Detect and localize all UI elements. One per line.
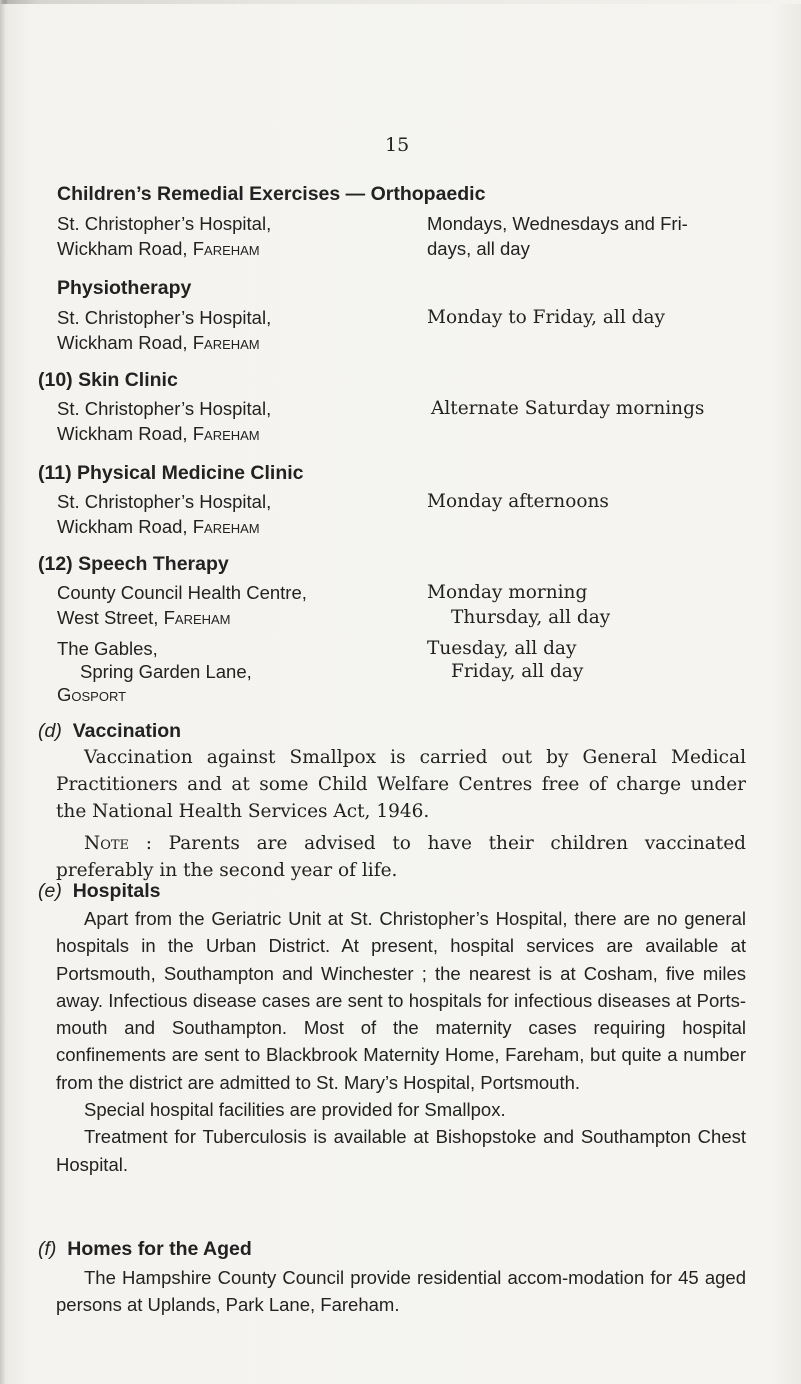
physical-venue-line1: St. Christopher’s Hospital, (57, 491, 272, 512)
aged-heading (38, 1238, 252, 1261)
speech-venue1-line1: County Council Health Centre, (57, 582, 307, 603)
remedial-times-line2: days, all day (427, 238, 530, 259)
speech-times2-line2: Friday, all day (451, 661, 584, 682)
physical-venue-line2 (57, 516, 260, 538)
remedial-heading: Children’s Remedial Exercises — Orthopaedic (57, 183, 486, 205)
hospitals-title: Hospitals (72, 880, 161, 902)
speech-venue2-line2: Spring Garden Lane, (80, 661, 252, 682)
skin-venue-town: Fareham (192, 423, 260, 444)
physio-venue-road: Wickham Road, (57, 332, 188, 353)
scan-edge-shadow (0, 0, 801, 4)
aged-para1: The Hampshire County Council provide residential accom-modation for 45 aged persons at Uplands, Park Lane, Fareham. (56, 1267, 746, 1315)
physio-times: Monday to Friday, all day (427, 307, 665, 328)
skin-heading: (10) Skin Clinic (38, 369, 178, 391)
aged-body (56, 1264, 746, 1318)
page-number: 15 (385, 134, 410, 156)
physical-heading: (11) Physical Medicine Clinic (38, 462, 304, 484)
speech-times2-line1: Tuesday, all day (427, 638, 577, 659)
hospitals-para1: Apart from the Geriatric Unit at St. Christopher’s Hospital, there are no general hospitals in the Urban District. At present, hospital services are available at Portsmouth, Southampton and Winchester ; the nearest is at Cosham, five miles away. Infectious disease cases are sent to hospitals for infectious diseases at Ports-mouth and Southampton. Most of the maternity cases requiring hospital confinements are sent to Blackbrook Maternity Home, Fareham, but quite a number from the district are admitted to St. Mary’s Hospital, Portsmouth. (56, 908, 746, 1093)
remedial-venue-line1: St. Christopher’s Hospital, (57, 213, 272, 234)
note-text: Parents are advised to have their children vaccinated preferably in the second year of life. (56, 833, 747, 881)
hospitals-para3: Treatment for Tuberculosis is available at Bishopstoke and Southampton Chest Hospital. (56, 1126, 746, 1175)
speech-venue1-town: Fareham (163, 607, 231, 628)
note-label: Note : (84, 833, 152, 854)
vaccination-title: Vaccination (72, 720, 182, 742)
speech-heading: (12) Speech Therapy (38, 553, 229, 575)
vaccination-heading (38, 720, 181, 743)
vaccination-note (56, 830, 746, 884)
speech-times1-line2: Thursday, all day (451, 607, 611, 628)
skin-times: Alternate Saturday mornings (431, 398, 705, 419)
remedial-venue-road: Wickham Road, (57, 238, 188, 259)
remedial-venue-line2 (57, 238, 260, 260)
speech-venue1-line2 (57, 607, 231, 629)
speech-venue2-line3: Gosport (57, 684, 127, 705)
hospitals-body (56, 905, 746, 1178)
physio-venue-line2 (57, 332, 260, 354)
speech-venue2-line1: The Gables, (57, 638, 158, 659)
physio-venue-line1: St. Christopher’s Hospital, (57, 307, 272, 328)
aged-title: Homes for the Aged (67, 1238, 252, 1260)
vaccination-para1: Vaccination against Smallpox is carried out by General Medical Practitioners and at some Child Welfare Centres free of charge under the National Health Services Act, 1946. (56, 747, 746, 822)
hospitals-heading (38, 880, 160, 903)
hospitals-letter: (e) (38, 880, 62, 902)
physical-times: Monday afternoons (427, 491, 609, 512)
vaccination-letter: (d) (38, 720, 62, 742)
skin-venue-line1: St. Christopher’s Hospital, (57, 398, 272, 419)
physical-venue-road: Wickham Road, (57, 516, 188, 537)
speech-times1-line1: Monday morning (427, 582, 588, 603)
physio-venue-town: Fareham (192, 332, 260, 353)
physio-heading: Physiotherapy (57, 277, 192, 299)
scan-left-shadow (0, 0, 6, 1384)
skin-venue-line2 (57, 423, 260, 445)
aged-letter: (f) (38, 1238, 57, 1260)
vaccination-body (56, 744, 746, 884)
remedial-venue-town: Fareham (192, 238, 260, 259)
skin-venue-road: Wickham Road, (57, 423, 188, 444)
physical-venue-town: Fareham (192, 516, 260, 537)
remedial-times-line1: Mondays, Wednesdays and Fri- (427, 213, 688, 234)
speech-venue1-road: West Street, (57, 607, 159, 628)
hospitals-para2: Special hospital facilities are provided for Smallpox. (84, 1099, 506, 1121)
